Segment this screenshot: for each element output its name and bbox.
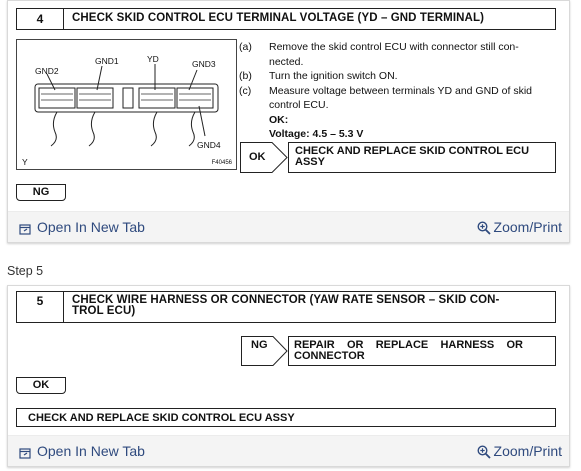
step4-card (7, 0, 570, 243)
step4-number: 4 (17, 9, 64, 29)
diagram-code: F40456 (211, 160, 232, 166)
instruction-letter: (a) (239, 41, 252, 53)
open-in-new-tab-label: Open In New Tab (37, 219, 145, 235)
zoom-print-link[interactable] (477, 219, 562, 238)
open-new-tab-icon (19, 222, 31, 238)
step5-title-line: CHECK WIRE HARNESS OR CONNECTOR (YAW RATE SENSOR – SKID CON- (72, 294, 500, 306)
ok-result-line: ASSY (295, 156, 325, 168)
instruction-line: Measure voltage between terminals YD and GND of skid (269, 84, 533, 97)
step4-title: CHECK SKID CONTROL ECU TERMINAL VOLTAGE (YD – GND TERMINAL) (72, 12, 485, 24)
ok-result-line: CHECK AND REPLACE SKID CONTROL ECU (295, 145, 530, 157)
step4-header (16, 8, 556, 30)
ng-result-line: REPAIR OR REPLACE HARNESS OR (294, 339, 523, 351)
step5-number: 5 (17, 292, 64, 322)
card-footer (8, 211, 569, 242)
instruction-letter: (b) (239, 70, 252, 82)
instruction-line: Turn the ignition switch ON. (269, 70, 398, 82)
instruction-b (239, 69, 559, 84)
open-in-new-tab-label: Open In New Tab (37, 443, 145, 459)
instruction-line: nected. (269, 55, 304, 68)
label-gnd2: GND2 (35, 66, 59, 76)
instruction-letter: (c) (239, 84, 252, 97)
ok-tag: OK (249, 151, 266, 163)
ecu-connector-diagram (16, 39, 237, 170)
step5-card (7, 285, 570, 467)
card-footer (8, 435, 569, 466)
open-in-new-tab-link[interactable] (19, 443, 145, 462)
step-5-label: Step 5 (7, 264, 44, 278)
instruction-line: Remove the skid control ECU with connector still con- (269, 41, 519, 53)
open-new-tab-icon (19, 446, 31, 462)
step5-header (16, 291, 556, 323)
voltage-spec: Voltage: 4.5 – 5.3 V (269, 128, 364, 140)
step5-title-line: TROL ECU) (72, 305, 136, 317)
label-gnd4: GND4 (197, 140, 221, 150)
ng-result-line: CONNECTOR (294, 350, 365, 362)
instruction-c (239, 84, 559, 142)
ng-tag: NG (251, 339, 268, 351)
zoom-in-icon (477, 445, 491, 462)
step5-ng-result (241, 336, 556, 366)
step4-document (8, 1, 569, 211)
ok-spec-label: OK: (269, 113, 289, 126)
instruction-line: control ECU. (269, 99, 329, 111)
open-in-new-tab-link[interactable] (19, 219, 145, 238)
ng-tag: NG (16, 184, 66, 201)
label-y: Y (22, 157, 28, 167)
label-gnd1: GND1 (95, 56, 119, 66)
zoom-print-label: Zoom/Print (493, 443, 562, 459)
zoom-print-label: Zoom/Print (493, 219, 562, 235)
step5-document (8, 286, 569, 433)
step4-instructions (239, 40, 559, 142)
label-gnd3: GND3 (192, 59, 216, 69)
step4-ok-result (240, 142, 556, 173)
final-action-box: CHECK AND REPLACE SKID CONTROL ECU ASSY (16, 408, 556, 427)
zoom-in-icon (477, 221, 491, 238)
zoom-print-link[interactable] (477, 443, 562, 462)
step5-title (72, 295, 500, 317)
label-yd: YD (147, 54, 159, 64)
ok-tag: OK (16, 377, 66, 394)
instruction-a (239, 40, 559, 69)
